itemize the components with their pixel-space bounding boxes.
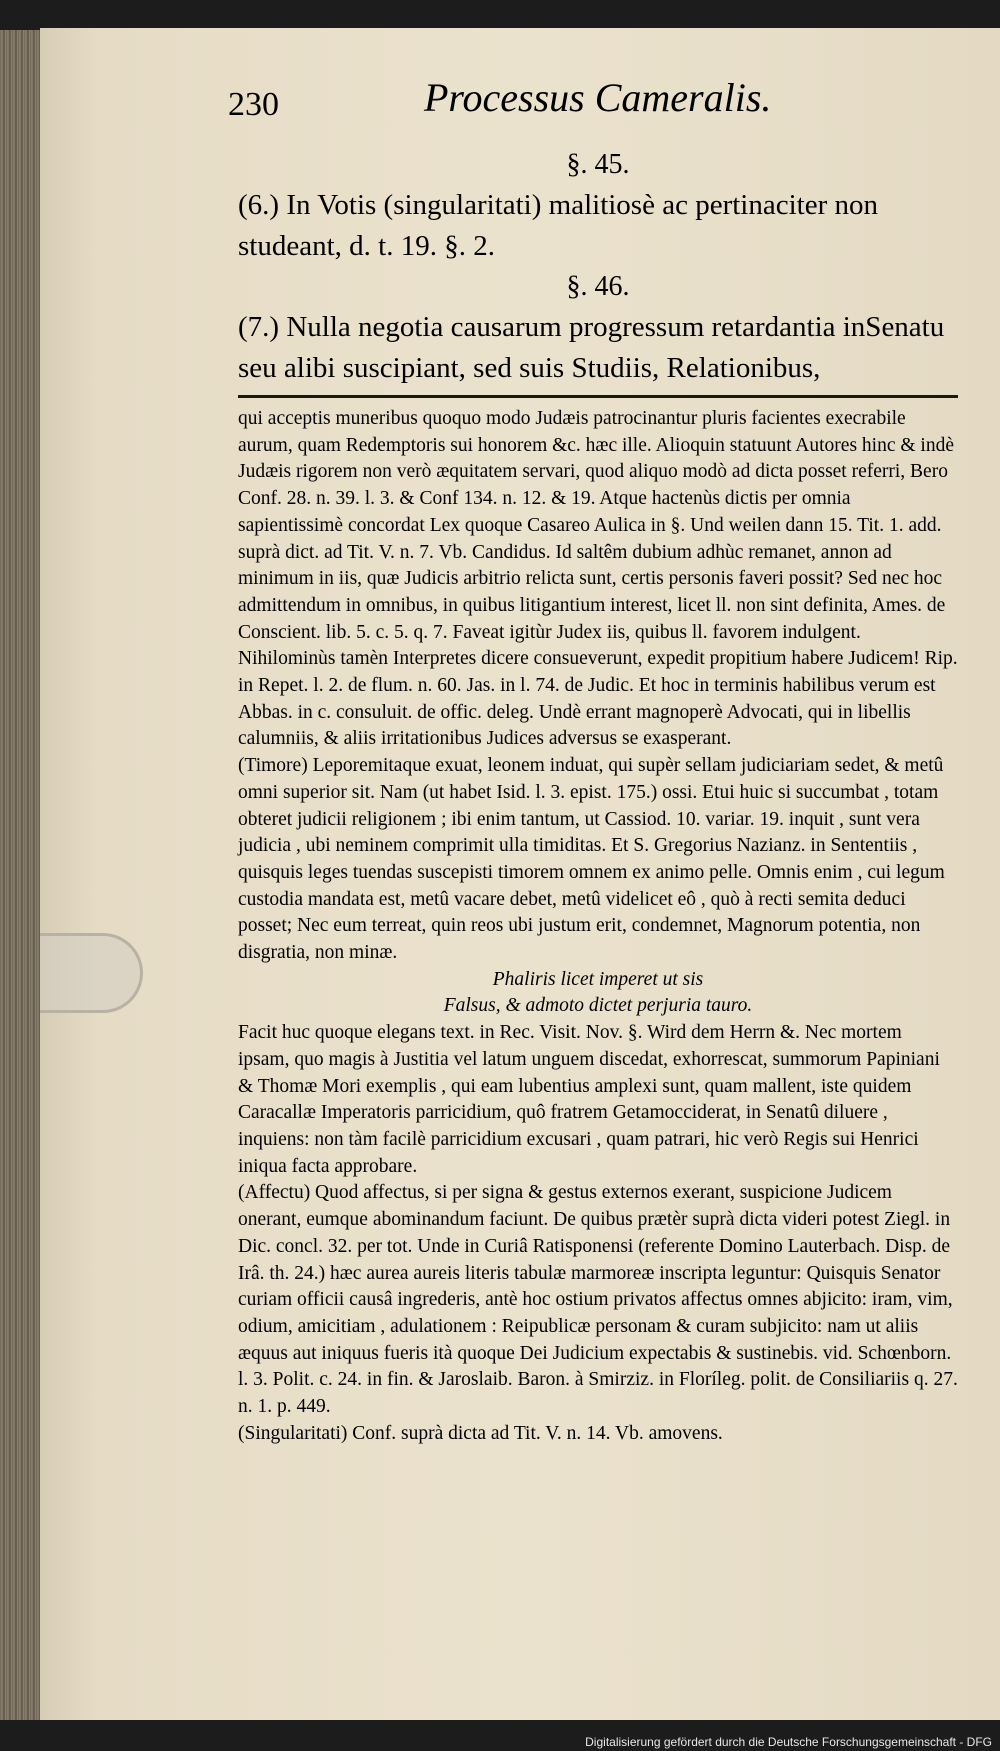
running-title: Processus Cameralis.	[424, 75, 772, 120]
dfg-credit-footer: Digitalisierung gefördert durch die Deutsche Forschungsgemeinschaft - DFG	[585, 1735, 992, 1749]
page-header	[228, 74, 828, 134]
section-text: (7.) Nulla negotia causarum progressum retardantia inSenatu seu alibi suscipiant, sed suis Studiis, Relationibus,	[238, 311, 945, 384]
footnote-paragraph: qui acceptis muneribus quoquo modo Judæis patrocinantur pluris facientes execrabile aurum, quam Redemptoris sui honorem &c. hæc ille. Alioquin statuunt Autores hinc & indè Judæis rigorem non verò æquitatem servari, quod aliquo modò ad dicta posset referri, Bero Conf. 28. n. 39. l. 3. & Conf 134. n. 12. & 19. Atque hactenùs dictis per omnia sapientissimè concordat Lex quoque Casareo Aulica in §. Und weilen dann 15. Tit. 1. add. suprà dict. ad Tit. V. n. 7. Vb. Candidus. Id saltêm dubium adhùc remanet, annon ad minimum in iis, quæ Judicis arbitrio relicta sunt, certis personis faveri possit? Sed nec hoc admittendum in omnibus, in quibus litigantium interest, licet ll. non sint definita, Ames. de Conscient. lib. 5. c. 5. q. 7. Faveat igitùr Judex iis, quibus ll. favorem indulgent. Nihilominùs tamèn Interpretes dicere consueverunt, expedit propitium habere Judicem! Rip. in Repet. l. 2. de flum. n. 60. Jas. in l. 74. de Judic. Et hoc in terminis habilibus verum est Abbas. in c. consuluit. de offic. deleg. Undè errant magnoperè Advocati, qui in libellis calumniis, & aliis irritationibus Judices adversus se exasperant.	[238, 408, 958, 750]
footnotes	[238, 406, 958, 1447]
footnote-rule	[238, 395, 958, 398]
section-text: (6.) In Votis (singularitati) malitiosè ac pertinaciter non studeant, d. t. 19. §. 2.	[238, 189, 878, 262]
section-heading: §. 45.	[566, 149, 630, 180]
section-heading: §. 46.	[566, 271, 630, 302]
footnote-paragraph: Facit huc quoque elegans text. in Rec. Visit. Nov. §. Wird dem Herrn &. Nec mortem ipsam, quo magis à Justitia vel latum unguem discedat, exhorrescat, summorum Papiniani & Thomæ Mori exemplis , qui eam lubentius amplexi sunt, quam mallent, iste quidem Caracallæ Imperatoris parricidium, quô fratrem Getamocciderat, in Senatû diluere , inquiens: non tàm facilè parricidium excusari , quam patrari, hic verò Regis sui Henrici iniqua facta approbare.	[238, 1022, 940, 1177]
bookmark-clip-icon	[40, 933, 143, 1013]
footnote-paragraph: (Singularitati) Conf. suprà dicta ad Tit. V. n. 14. Vb. amovens.	[238, 1422, 723, 1444]
verse-line: Phaliris licet imperet ut sis	[492, 968, 704, 990]
verse-line: Falsus, & admoto dictet perjuria tauro.	[443, 995, 753, 1017]
page-number: 230	[228, 86, 279, 123]
footnote-paragraph: (Timore) Leporemitaque exuat, leonem induat, qui supèr sellam judiciariam sedet, & metû omni superior sit. Nam (ut habet Isid. l. 3. epist. 175.) ossi. Etui huic si succumbat , totam obteret judicii religionem ; ibi enim tantum, ut Cassiod. 10. variar. 19. inquit , sunt vera judicia , ubi neminem comprimit ulla timiditas. Et S. Gregorius Nazianz. in Sententiis , quisquis leges tuendas suscepisti timorem omnem ex animo pelle. Omnis enim , cui legum custodia mandata est, metû vacare debet, metû videlicet eô , quò à recti semita deduci posset; Nec eum terreat, quin reos ubi justum erit, condemnet, Magnorum potentia, non disgratia, non minæ.	[238, 755, 945, 964]
footnote-paragraph: (Affectu) Quod affectus, si per signa & gestus externos exerant, suspicione Judicem onerant, eumque abominandum faciunt. De quibus prætèr suprà dicta videri potest Ziegl. in Dic. concl. 32. per tot. Unde in Curiâ Ratisponensi (referente Domino Lauterbach. Disp. de Irâ. th. 24.) hæc aurea aureis literis tabulæ marmoreæ inscripta leguntur: Quisquis Senator curiam officii causâ ingrederis, antè hoc ostium privatos affectus omnes abjicito: iram, vim, odium, amicitiam , adulationem : Reipublicæ personam & curam subjicito: nam ut aliis æquus aut iniquus fueris ità quoque Dei Judicium expectabis & sustinebis. vid. Schœnborn. l. 3. Polit. c. 24. in fin. & Jaroslaib. Baron. à Smirziz. in Floríleg. polit. de Consiliariis q. 27. n. 1. p. 449.	[238, 1182, 958, 1418]
page-body	[238, 145, 958, 1447]
